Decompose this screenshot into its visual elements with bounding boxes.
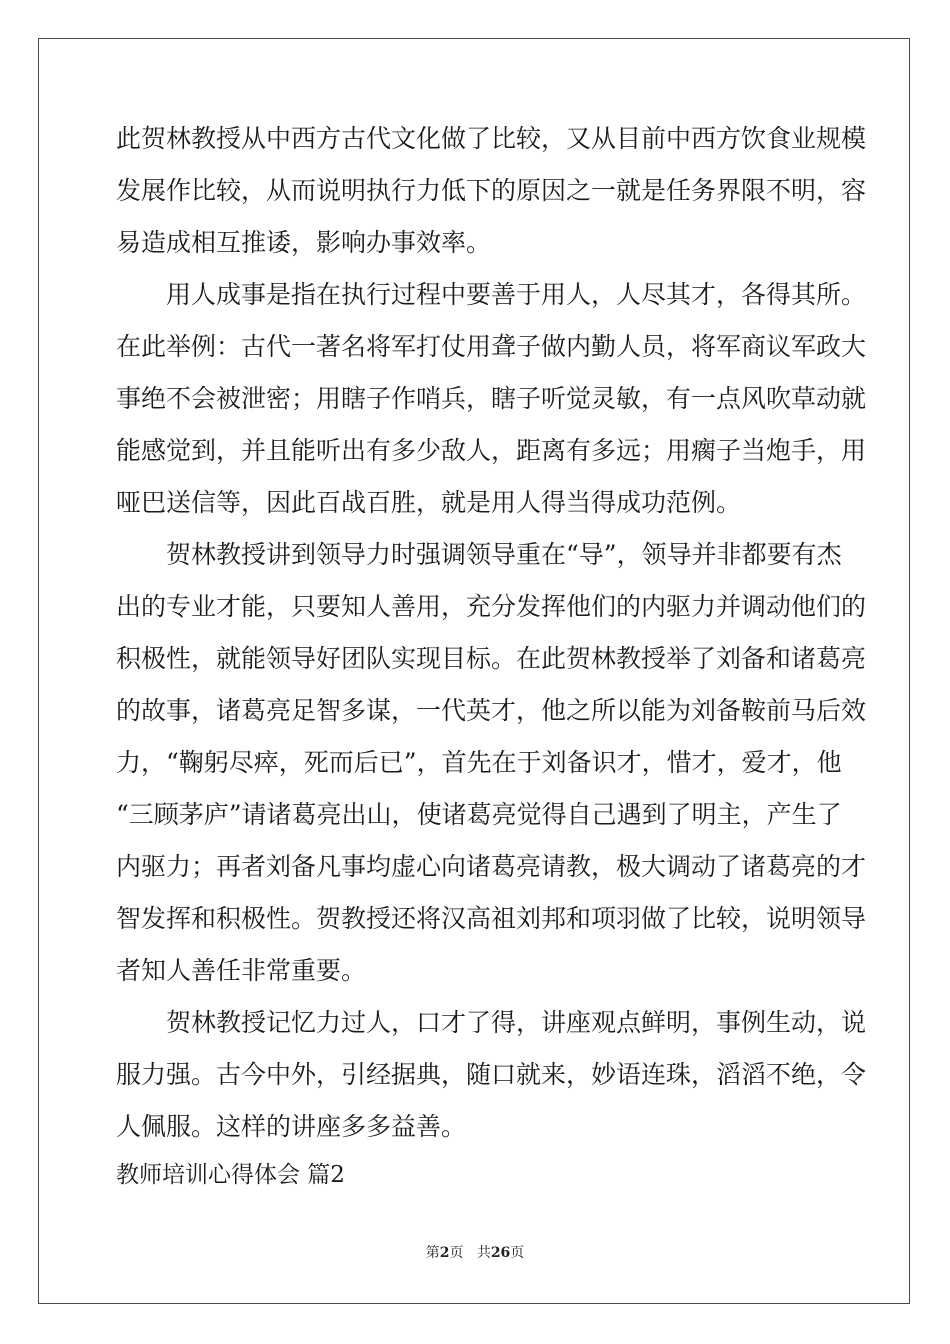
text-line: 哑巴送信等，因此百战百胜，就是用人得当得成功范例。 <box>116 488 742 517</box>
section-heading: 教师培训心得体会 篇2 <box>116 1162 345 1188</box>
footer-total-prefix: 共 <box>476 1245 491 1261</box>
text-line: 发展作比较，从而说明执行力低下的原因之一就是任务界限不明，容 <box>116 176 867 205</box>
text-line: 者知人善任非常重要。 <box>116 956 367 985</box>
text-line: 用人成事是指在执行过程中要善于用人，人尽其才，各得其所。 <box>166 280 867 309</box>
text-line: 智发挥和积极性。贺教授还将汉高祖刘邦和项羽做了比较，说明领导 <box>116 904 867 933</box>
text-line: 贺林教授记忆力过人，口才了得，讲座观点鲜明，事例生动，说 <box>166 1008 867 1037</box>
text-line: “三顾茅庐”请诸葛亮出山，使诸葛亮觉得自己遇到了明主，产生了 <box>116 800 842 829</box>
footer-page-number: 2 <box>439 1245 450 1261</box>
text-line: 贺林教授讲到领导力时强调领导重在“导”，领导并非都要有杰 <box>166 540 842 569</box>
text-line: 事绝不会被泄密；用瞎子作哨兵，瞎子听觉灵敏，有一点风吹草动就 <box>116 384 867 413</box>
text-line: 积极性，就能领导好团队实现目标。在此贺林教授举了刘备和诸葛亮 <box>116 644 867 673</box>
text-line: 能感觉到，并且能听出有多少敌人，距离有多远；用瘸子当炮手，用 <box>116 436 867 465</box>
text-line: 内驱力；再者刘备凡事均虚心向诸葛亮请教，极大调动了诸葛亮的才 <box>116 852 867 881</box>
footer-page-suffix: 页 <box>449 1245 464 1261</box>
text-line: 在此举例：古代一著名将军打仗用聋子做内勤人员，将军商议军政大 <box>116 332 867 361</box>
page-footer <box>0 1244 950 1262</box>
footer-total-pages: 26 <box>490 1245 511 1261</box>
text-line: 人佩服。这样的讲座多多益善。 <box>116 1112 467 1141</box>
text-line: 服力强。古今中外，引经据典，随口就来，妙语连珠，滔滔不绝，令 <box>116 1060 867 1089</box>
footer-page-prefix: 第 <box>425 1245 440 1261</box>
text-line: 力，“鞠躬尽瘁，死而后已”，首先在于刘备识才，惜才，爱才，他 <box>116 748 842 777</box>
text-line: 易造成相互推诿，影响办事效率。 <box>116 228 492 257</box>
text-line: 出的专业才能，只要知人善用，充分发挥他们的内驱力并调动他们的 <box>116 592 867 621</box>
text-line: 的故事，诸葛亮足智多谋，一代英才，他之所以能为刘备鞍前马后效 <box>116 696 867 725</box>
footer-total-suffix: 页 <box>510 1245 525 1261</box>
text-line: 此贺林教授从中西方古代文化做了比较，又从目前中西方饮食业规模 <box>116 124 867 153</box>
